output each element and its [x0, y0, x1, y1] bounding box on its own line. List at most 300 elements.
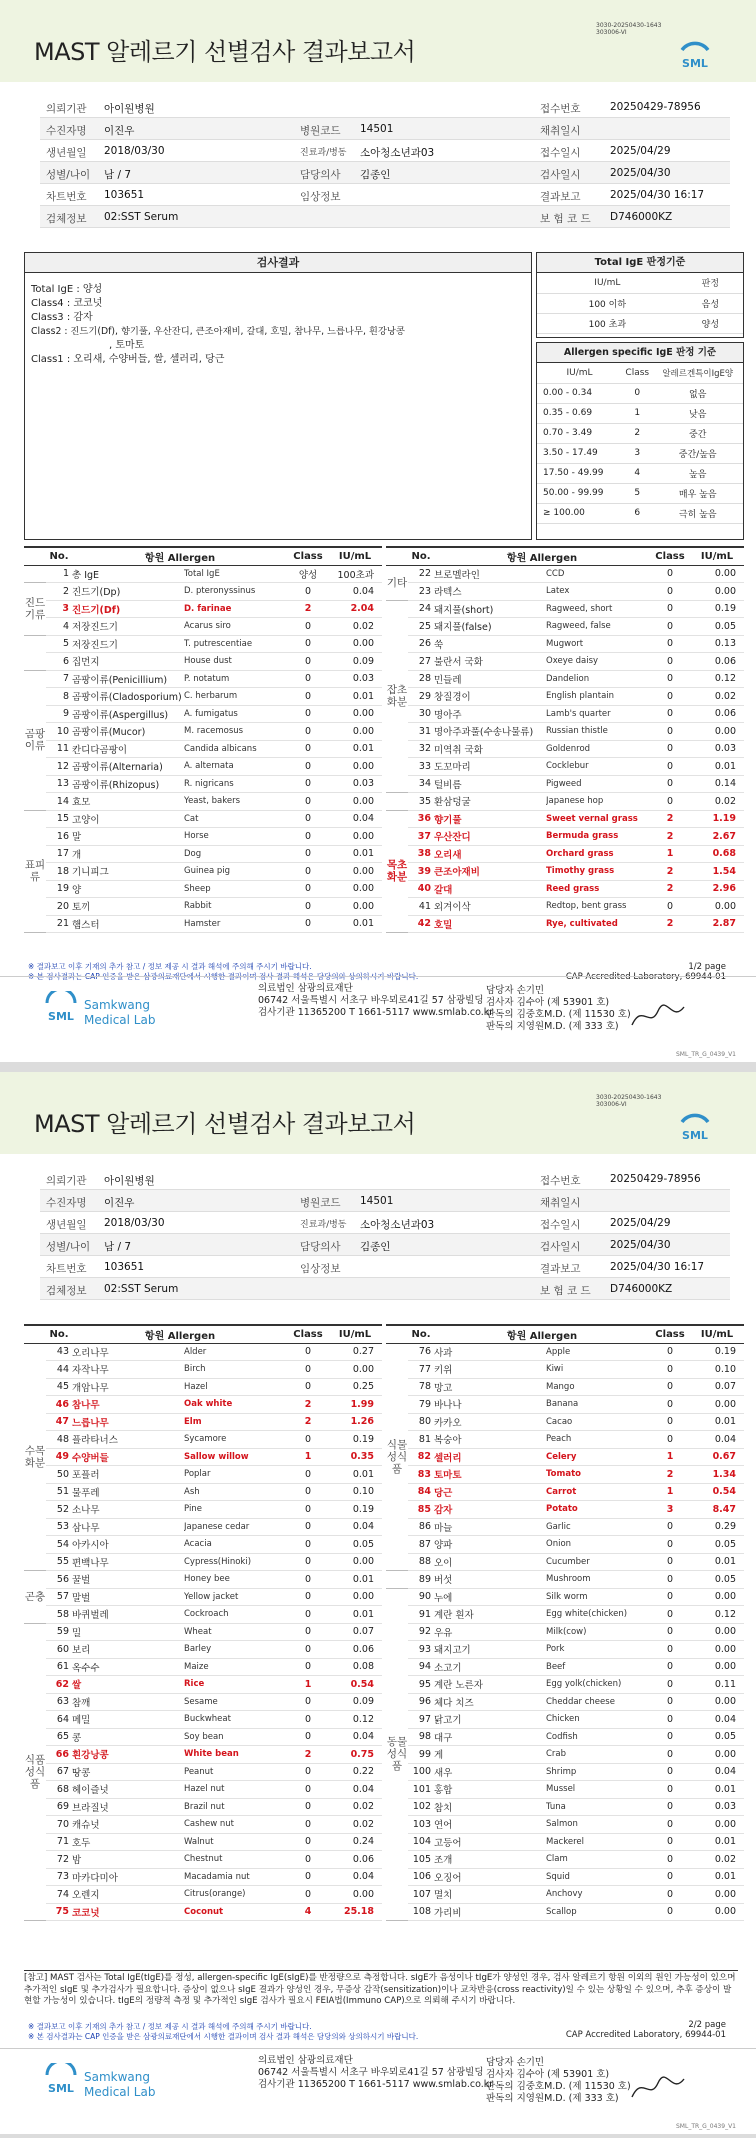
allergen-value: 0.27: [328, 1343, 382, 1361]
svg-text:SML: SML: [682, 57, 708, 70]
allergen-name-en: Celery: [546, 1448, 650, 1466]
allergen-name-ko: 햄스터: [72, 915, 184, 933]
allergen-row: [24, 1816, 382, 1834]
allergen-name-ko: 흰강낭콩: [72, 1746, 184, 1764]
allergen-value: 0.03: [328, 775, 382, 793]
allergen-class: 양성: [288, 565, 328, 583]
table-header-row: No. 항원 Allergen Class IU/mL: [386, 1325, 744, 1343]
total-ige-criteria: Total IgE 판정기준 IU/mL 판정 100 이하 음성 100 초과 양성: [536, 252, 744, 338]
allergen-value: 0.25: [328, 1378, 382, 1396]
allergen-number: 31: [408, 723, 434, 741]
allergen-class: 0: [288, 670, 328, 688]
page-number: 1/2 page CAP Accredited Laboratory, 69944-01: [565, 962, 726, 982]
allergen-name-ko: 효모: [72, 793, 184, 811]
allergen-name-en: Mussel: [546, 1781, 650, 1799]
allergen-number: 93: [408, 1641, 434, 1659]
allergen-class: 0: [288, 740, 328, 758]
allergen-name-en: C. herbarum: [184, 688, 288, 706]
sml-logo-icon: [676, 1110, 714, 1148]
allergen-number: 56: [46, 1571, 72, 1589]
allergen-name-en: Onion: [546, 1536, 650, 1554]
allergen-value: 0.01: [690, 1413, 744, 1431]
allergen-name-en: Redtop, bent grass: [546, 898, 650, 916]
allergen-name-ko: 마카다미아: [72, 1868, 184, 1886]
allergen-category: 수목화분: [24, 1343, 46, 1571]
allergen-class: 0: [288, 793, 328, 811]
allergen-name-en: Squid: [546, 1868, 650, 1886]
allergen-value: 0.02: [690, 793, 744, 811]
allergen-name-ko: 칸디다곰팡이: [72, 740, 184, 758]
allergen-name-ko: 참깨: [72, 1693, 184, 1711]
allergen-class: 0: [650, 740, 690, 758]
allergen-value: 0.00: [690, 1588, 744, 1606]
allergen-class: 0: [288, 1483, 328, 1501]
allergen-row: [24, 1658, 382, 1676]
allergen-name-en: Sweet vernal grass: [546, 810, 650, 828]
allergen-class: 0: [650, 688, 690, 706]
allergen-number: 96: [408, 1693, 434, 1711]
allergen-class: 0: [650, 1746, 690, 1764]
allergen-value: 0.75: [328, 1746, 382, 1764]
allergen-name-ko: 참치: [434, 1798, 546, 1816]
allergen-class: 0: [650, 1606, 690, 1624]
allergen-name-ko: 계란 흰자: [434, 1606, 546, 1624]
allergen-number: 66: [46, 1746, 72, 1764]
allergen-number: 1: [46, 565, 72, 583]
allergen-row: [386, 1711, 744, 1729]
allergen-value: 0.04: [690, 1431, 744, 1449]
allergen-class: 0: [288, 1851, 328, 1869]
allergen-row: [386, 775, 744, 793]
allergen-class: 0: [650, 1536, 690, 1554]
allergen-row: [24, 1396, 382, 1414]
allergen-class: 0: [650, 1641, 690, 1659]
allergen-row: [24, 793, 382, 811]
allergen-number: 34: [408, 775, 434, 793]
allergen-row: [386, 1553, 744, 1571]
allergen-row: [386, 1798, 744, 1816]
allergen-row: [386, 705, 744, 723]
allergen-value: 0.01: [328, 1606, 382, 1624]
allergen-row: [386, 845, 744, 863]
allergen-value: 0.00: [690, 1641, 744, 1659]
allergen-row: [24, 1448, 382, 1466]
allergen-row: [386, 1378, 744, 1396]
allergen-name-ko: 호두: [72, 1833, 184, 1851]
allergen-value: 0.00: [690, 1658, 744, 1676]
allergen-name-en: Oxeye daisy: [546, 653, 650, 671]
allergen-row: [386, 565, 744, 583]
allergen-row: [24, 880, 382, 898]
allergen-row: [386, 600, 744, 618]
allergen-class: 0: [650, 758, 690, 776]
allergen-name-ko: 삼나무: [72, 1518, 184, 1536]
allergen-class: 0: [650, 1378, 690, 1396]
allergen-value: 0.06: [328, 1641, 382, 1659]
allergen-name-en: Cockroach: [184, 1606, 288, 1624]
allergen-name-ko: 포플러: [72, 1466, 184, 1484]
allergen-number: 20: [46, 898, 72, 916]
allergen-category: 곤충: [24, 1571, 46, 1624]
allergen-row: [24, 1868, 382, 1886]
allergen-row: [386, 1431, 744, 1449]
allergen-name-ko: 향기풀: [434, 810, 546, 828]
allergen-class: 0: [288, 1553, 328, 1571]
allergen-name-ko: 캐슈넛: [72, 1816, 184, 1834]
allergen-row: [24, 653, 382, 671]
allergen-value: 1.34: [690, 1466, 744, 1484]
allergen-row: [24, 1798, 382, 1816]
allergen-row: [24, 1641, 382, 1659]
allergen-name-en: Cucumber: [546, 1553, 650, 1571]
allergen-name-ko: 콩: [72, 1728, 184, 1746]
allergen-class: 0: [288, 1693, 328, 1711]
allergen-name-en: Cocklebur: [546, 758, 650, 776]
allergen-name-en: Tuna: [546, 1798, 650, 1816]
allergen-row: [24, 565, 382, 583]
allergen-row: [386, 1641, 744, 1659]
allergen-number: 39: [408, 863, 434, 881]
allergen-name-en: Egg white(chicken): [546, 1606, 650, 1624]
allergen-class: 0: [650, 705, 690, 723]
allergen-name-en: Cypress(Hinoki): [184, 1553, 288, 1571]
allergen-value: 0.09: [328, 653, 382, 671]
allergen-number: 44: [46, 1361, 72, 1379]
allergen-class: 1: [288, 1676, 328, 1694]
allergen-name-ko: 브로멜라인: [434, 565, 546, 583]
allergen-row: [386, 1868, 744, 1886]
allergen-name-ko: 바나나: [434, 1396, 546, 1414]
allergen-value: 25.18: [328, 1903, 382, 1921]
allergen-name-ko: 돼지풀(short): [434, 600, 546, 618]
allergen-class: 0: [650, 1361, 690, 1379]
allergen-row: [24, 1623, 382, 1641]
allergen-name-en: Birch: [184, 1361, 288, 1379]
allergen-name-ko: 양: [72, 880, 184, 898]
allergen-number: 42: [408, 915, 434, 933]
allergen-name-en: House dust: [184, 653, 288, 671]
allergen-number: 76: [408, 1343, 434, 1361]
allergen-name-ko: 오리새: [434, 845, 546, 863]
allergen-number: 26: [408, 635, 434, 653]
allergen-value: 0.02: [328, 1816, 382, 1834]
allergen-value: 0.06: [690, 705, 744, 723]
allergen-name-en: Pigweed: [546, 775, 650, 793]
allergen-class: 0: [288, 898, 328, 916]
allergen-value: 0.24: [328, 1833, 382, 1851]
sml-logo-icon: [676, 38, 714, 76]
allergen-name-ko: 창질경이: [434, 688, 546, 706]
allergen-name-ko: 호밀: [434, 915, 546, 933]
allergen-value: 0.01: [690, 1553, 744, 1571]
allergen-row: [386, 793, 744, 811]
allergen-value: 1.54: [690, 863, 744, 881]
allergen-number: 23: [408, 583, 434, 601]
allergen-value: 0.05: [690, 1571, 744, 1589]
allergen-row: [24, 845, 382, 863]
allergen-class: 0: [288, 653, 328, 671]
allergen-class: 0: [288, 635, 328, 653]
allergen-row: [24, 723, 382, 741]
allergen-value: 0.07: [690, 1378, 744, 1396]
allergen-value: 0.00: [690, 723, 744, 741]
allergen-class: 0: [650, 1886, 690, 1904]
allergen-name-ko: 편백나무: [72, 1553, 184, 1571]
allergen-number: 94: [408, 1658, 434, 1676]
allergen-number: 107: [408, 1886, 434, 1904]
allergen-number: 15: [46, 810, 72, 828]
allergen-value: 0.01: [690, 758, 744, 776]
allergen-value: 1.19: [690, 810, 744, 828]
allergen-category: [24, 565, 46, 583]
allergen-value: 0.00: [328, 758, 382, 776]
allergen-row: [386, 723, 744, 741]
allergen-class: 0: [288, 1781, 328, 1799]
allergen-value: 0.04: [328, 1728, 382, 1746]
allergen-class: 0: [288, 583, 328, 601]
allergen-row: [386, 1763, 744, 1781]
allergen-name-en: Clam: [546, 1851, 650, 1869]
allergen-name-en: A. fumigatus: [184, 705, 288, 723]
allergen-value: 0.05: [690, 1728, 744, 1746]
allergen-number: 100: [408, 1763, 434, 1781]
allergen-class: 0: [650, 1676, 690, 1694]
allergen-value: 0.35: [328, 1448, 382, 1466]
allergen-number: 68: [46, 1781, 72, 1799]
allergen-number: 103: [408, 1816, 434, 1834]
allergen-name-ko: 헤이즐넛: [72, 1781, 184, 1799]
allergen-number: 52: [46, 1501, 72, 1519]
allergen-number: 24: [408, 600, 434, 618]
allergen-class: 0: [288, 688, 328, 706]
allergen-name-en: Sheep: [184, 880, 288, 898]
allergen-name-ko: 누에: [434, 1588, 546, 1606]
allergen-class: 4: [288, 1903, 328, 1921]
allergen-number: 19: [46, 880, 72, 898]
allergen-row: [386, 1781, 744, 1799]
allergen-class: 2: [288, 1396, 328, 1414]
allergen-name-ko: 저장진드기: [72, 635, 184, 653]
svg-text:SML: SML: [48, 1010, 74, 1023]
allergen-name-en: Yeast, bakers: [184, 793, 288, 811]
allergen-number: 54: [46, 1536, 72, 1554]
allergen-name-ko: 도꼬마리: [434, 758, 546, 776]
allergen-value: 2.87: [690, 915, 744, 933]
allergen-name-ko: 갈대: [434, 880, 546, 898]
allergen-name-ko: 소나무: [72, 1501, 184, 1519]
allergen-name-en: Carrot: [546, 1483, 650, 1501]
allergen-name-en: Elm: [184, 1413, 288, 1431]
allergen-name-en: English plantain: [546, 688, 650, 706]
allergen-name-ko: 곰팡이류(Rhizopus): [72, 775, 184, 793]
allergen-number: 4: [46, 618, 72, 636]
allergen-name-en: Garlic: [546, 1518, 650, 1536]
allergen-name-ko: 홍합: [434, 1781, 546, 1799]
allergen-row: [386, 1396, 744, 1414]
allergen-row: [386, 1518, 744, 1536]
allergen-row: [24, 1781, 382, 1799]
allergen-class: 2: [650, 880, 690, 898]
allergen-row: [24, 1413, 382, 1431]
allergen-name-en: Acacia: [184, 1536, 288, 1554]
allergen-class: 0: [288, 1466, 328, 1484]
allergen-row: [386, 583, 744, 601]
allergen-name-en: Chestnut: [184, 1851, 288, 1869]
allergen-class: 0: [650, 1728, 690, 1746]
allergen-name-en: Poplar: [184, 1466, 288, 1484]
allergen-row: [24, 670, 382, 688]
allergen-table-right: [386, 546, 744, 933]
allergen-value: 0.54: [690, 1483, 744, 1501]
allergen-row: [386, 1903, 744, 1921]
allergen-number: 77: [408, 1361, 434, 1379]
allergen-number: 33: [408, 758, 434, 776]
allergen-class: 0: [288, 1868, 328, 1886]
allergen-value: 0.01: [690, 1868, 744, 1886]
allergen-name-ko: 조개: [434, 1851, 546, 1869]
allergen-row: [24, 1518, 382, 1536]
allergen-name-ko: 고등어: [434, 1833, 546, 1851]
allergen-name-ko: 돼지고기: [434, 1641, 546, 1659]
allergen-value: 0.04: [328, 1781, 382, 1799]
allergen-class: 0: [650, 1851, 690, 1869]
allergen-class: 0: [650, 1868, 690, 1886]
allergen-value: 0.04: [328, 1518, 382, 1536]
allergen-value: 0.00: [328, 1886, 382, 1904]
allergen-name-en: Russian thistle: [546, 723, 650, 741]
allergen-number: 69: [46, 1798, 72, 1816]
report-page-1: [0, 0, 756, 1062]
allergen-row: [24, 1378, 382, 1396]
allergen-name-en: Kiwi: [546, 1361, 650, 1379]
allergen-row: [386, 1501, 744, 1519]
allergen-row: [386, 1851, 744, 1869]
allergen-value: 0.19: [328, 1431, 382, 1449]
allergen-number: 22: [408, 565, 434, 583]
allergen-name-ko: 닭고기: [434, 1711, 546, 1729]
allergen-category: 곰팡이류: [24, 670, 46, 810]
allergen-class: 0: [288, 1623, 328, 1641]
allergen-category: 식품성식품: [24, 1623, 46, 1921]
allergen-number: 40: [408, 880, 434, 898]
allergen-value: 0.14: [690, 775, 744, 793]
allergen-row: [386, 1343, 744, 1361]
allergen-name-ko: 쌀: [72, 1676, 184, 1694]
allergen-row: [386, 758, 744, 776]
allergen-number: 29: [408, 688, 434, 706]
samkwang-logo-icon: [44, 2063, 194, 2103]
samkwang-logo: [44, 2063, 194, 2107]
allergen-value: 0.00: [328, 863, 382, 881]
allergen-number: 82: [408, 1448, 434, 1466]
allergen-value: 1.26: [328, 1413, 382, 1431]
allergen-row: [386, 1483, 744, 1501]
allergen-name-en: Dog: [184, 845, 288, 863]
allergen-row: [386, 863, 744, 881]
allergen-value: 0.02: [690, 1851, 744, 1869]
allergen-value: 0.06: [690, 653, 744, 671]
allergen-class: 0: [288, 1571, 328, 1589]
allergen-value: 0.00: [328, 1553, 382, 1571]
allergen-name-en: Sesame: [184, 1693, 288, 1711]
allergen-name-en: R. nigricans: [184, 775, 288, 793]
allergen-class: 0: [650, 1763, 690, 1781]
allergen-value: 0.07: [328, 1623, 382, 1641]
allergen-name-en: Honey bee: [184, 1571, 288, 1589]
allergen-row: [386, 1536, 744, 1554]
svg-text:Samkwang: Samkwang: [84, 998, 150, 1012]
allergen-name-en: Goldenrod: [546, 740, 650, 758]
allergen-category: 잡초화분: [386, 600, 408, 793]
allergen-value: 0.00: [690, 1693, 744, 1711]
test-result-box: [24, 252, 532, 540]
allergen-number: 65: [46, 1728, 72, 1746]
allergen-name-ko: 소고기: [434, 1658, 546, 1676]
allergen-name-ko: 곰팡이류(Penicillium): [72, 670, 184, 688]
allergen-name-ko: 진드기(Dp): [72, 583, 184, 601]
allergen-number: 38: [408, 845, 434, 863]
allergen-name-en: Horse: [184, 828, 288, 846]
allergen-class: 0: [288, 828, 328, 846]
allergen-name-ko: 바퀴벌레: [72, 1606, 184, 1624]
allergen-name-en: T. putrescentiae: [184, 635, 288, 653]
allergen-category: 식물성식품: [386, 1343, 408, 1571]
allergen-value: 0.01: [690, 1833, 744, 1851]
allergen-row: [386, 1623, 744, 1641]
allergen-number: 8: [46, 688, 72, 706]
allergen-row: [24, 1746, 382, 1764]
allergen-class: 0: [288, 1518, 328, 1536]
allergen-name-en: Maize: [184, 1658, 288, 1676]
allergen-value: 2.96: [690, 880, 744, 898]
lab-address: 의료법인 삼광의료재단 06742 서울특별시 서초구 바우뫼로41길 57 삼광빌딩 검사기관 11365200 T 1661-5117 www.smlab.co.kr: [258, 983, 494, 1018]
allergen-number: 28: [408, 670, 434, 688]
allergen-row: [24, 1886, 382, 1904]
allergen-class: 0: [650, 1396, 690, 1414]
test-result-header: 검사결과: [25, 253, 531, 273]
allergen-name-en: Lamb's quarter: [546, 705, 650, 723]
allergen-number: 9: [46, 705, 72, 723]
allergen-name-ko: 우유: [434, 1623, 546, 1641]
allergen-number: 99: [408, 1746, 434, 1764]
allergen-number: 47: [46, 1413, 72, 1431]
allergen-name-en: Timothy grass: [546, 863, 650, 881]
allergen-number: 104: [408, 1833, 434, 1851]
allergen-class: 1: [650, 1448, 690, 1466]
allergen-category: 표피류: [24, 810, 46, 933]
allergen-name-en: Beef: [546, 1658, 650, 1676]
allergen-name-ko: 곰팡이류(Aspergillus): [72, 705, 184, 723]
allergen-row: [24, 740, 382, 758]
allergen-value: 0.12: [328, 1711, 382, 1729]
allergen-class: 2: [288, 1746, 328, 1764]
allergen-value: 0.02: [690, 688, 744, 706]
allergen-class: 0: [650, 1658, 690, 1676]
allergen-number: 16: [46, 828, 72, 846]
allergen-value: 0.01: [328, 915, 382, 933]
allergen-name-ko: 버섯: [434, 1571, 546, 1589]
allergen-class: 0: [650, 1343, 690, 1361]
allergen-name-ko: 브라질넛: [72, 1798, 184, 1816]
allergen-category: [386, 793, 408, 811]
report-title: MAST 알레르기 선별검사 결과보고서: [34, 38, 416, 66]
allergen-name-en: White bean: [184, 1746, 288, 1764]
allergen-class: 0: [650, 1431, 690, 1449]
allergen-value: 0.04: [690, 1763, 744, 1781]
allergen-row: [386, 1658, 744, 1676]
allergen-value: 0.01: [328, 740, 382, 758]
allergen-name-en: Guinea pig: [184, 863, 288, 881]
